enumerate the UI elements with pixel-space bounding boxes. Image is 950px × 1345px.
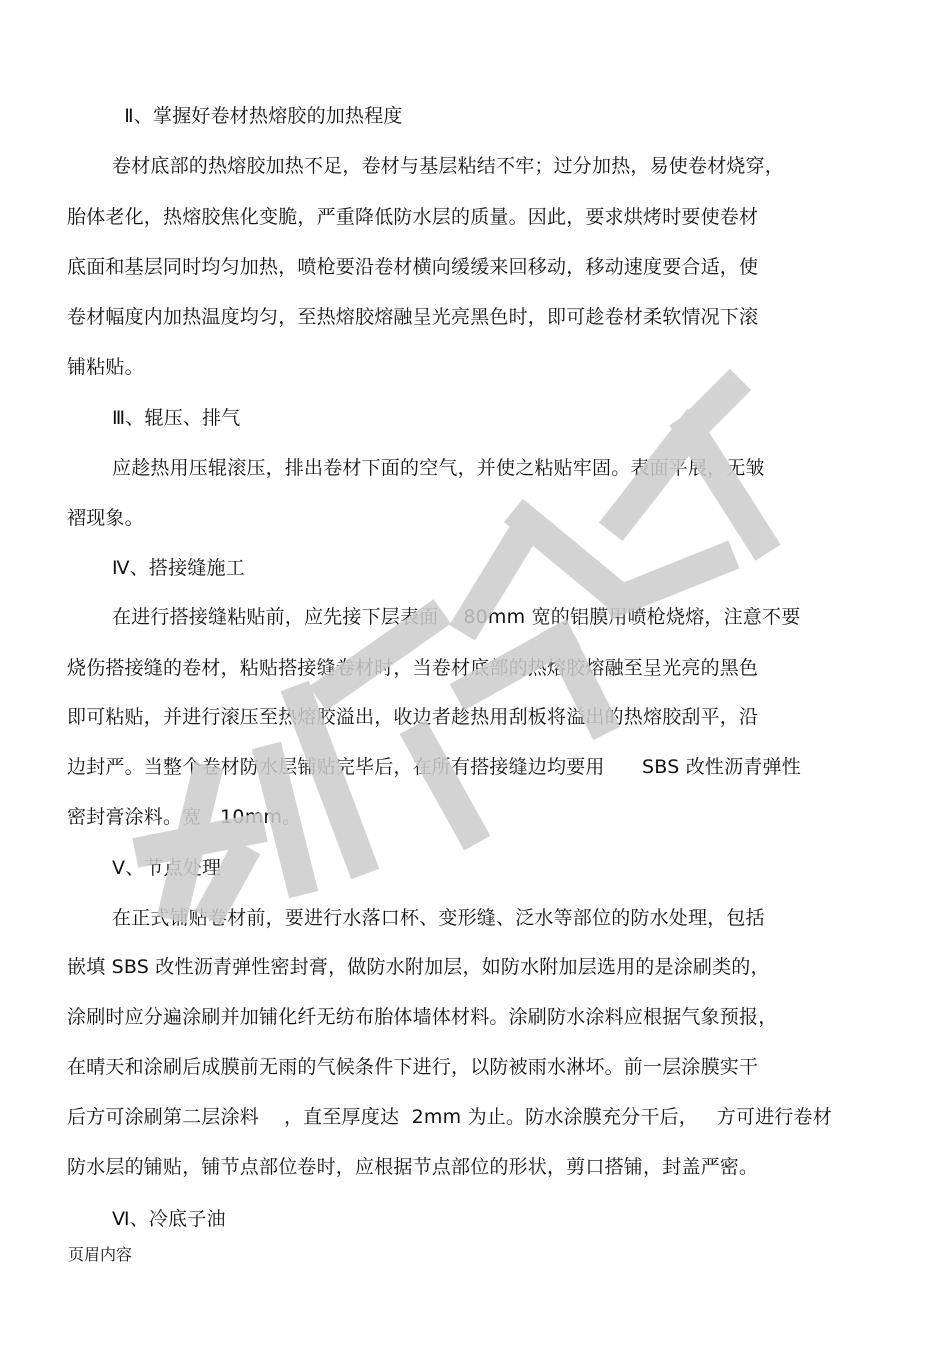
paragraph-line: 在晴天和涂刷后成膜前无雨的气候条件下进行，以防被雨水淋坏。前一层涂膜实干: [67, 1056, 759, 1078]
paragraph-line: 即可粘贴，并进行滚压至热熔胶溢出，收边者趁热用刮板将溢出的热熔胶刮平，沿: [67, 706, 759, 728]
section-heading-4: Ⅳ、搭接缝施工: [112, 557, 245, 579]
paragraph-line: 卷材底部的热熔胶加热不足，卷材与基层粘结不牢；过分加热，易使卷材烧穿，: [112, 155, 785, 177]
section-heading-6: Ⅵ、冷底子油: [112, 1208, 226, 1230]
page-footer: 页眉内容: [68, 1245, 133, 1264]
paragraph-line: 卷材幅度内加热温度均匀，至热熔胶熔融呈光亮黑色时，即可趁卷材柔软情况下滚: [67, 306, 759, 328]
paragraph-line: 嵌填 SBS 改性沥青弹性密封膏，做防水附加层，如防水附加层选用的是涂刷类的，: [67, 956, 770, 978]
paragraph-line: 铺粘贴。: [67, 356, 144, 378]
section-heading-3: Ⅲ、辊压、排气: [112, 407, 241, 429]
paragraph-line: 底面和基层同时均匀加热，喷枪要沿卷材横向缓缓来回移动，移动速度要合适，使: [67, 256, 759, 278]
paragraph-line: 胎体老化，热熔胶焦化变脆，严重降低防水层的质量。因此，要求烘烤时要使卷材: [67, 206, 759, 228]
paragraph-line: 防水层的铺贴，铺节点部位卷时，应根据节点部位的形状，剪口搭铺，封盖严密。: [67, 1156, 759, 1178]
paragraph-line: 褶现象。: [67, 507, 144, 529]
section-heading-2: Ⅱ、掌握好卷材热熔胶的加热程度: [118, 105, 403, 127]
section-heading-5: Ⅴ、节点处理: [112, 857, 222, 879]
paragraph-line: 烧伤搭接缝的卷材，粘贴搭接缝卷材时，当卷材底部的热熔胶熔融至呈光亮的黑色: [67, 657, 759, 679]
paragraph-line: 应趁热用压辊滚压，排出卷材下面的空气，并使之粘贴牢固。表面平展，无皱: [112, 457, 765, 479]
paragraph-line: 在进行搭接缝粘贴前，应先接下层表面 80mm 宽的铝膜用喷枪烧熔，注意不要: [112, 606, 801, 628]
paragraph-line: 在正式铺贴卷材前，要进行水落口杯、变形缝、泛水等部位的防水处理，包括: [112, 907, 765, 929]
paragraph-line: 密封膏涂料。宽 10mm。: [67, 806, 302, 828]
paragraph-line: 涂刷时应分遍涂刷并加铺化纤无纺布胎体墙体材料。涂刷防水涂料应根据气象预报，: [67, 1006, 778, 1028]
paragraph-line: 后方可涂刷第二层涂料 ，直至厚度达 2mm 为止。防水涂膜充分干后， 方可进行卷材: [67, 1106, 832, 1128]
paragraph-line: 边封严。当整个卷材防水层铺贴完毕后，在所有搭接缝边均要用 SBS 改性沥青弹性: [67, 756, 801, 778]
